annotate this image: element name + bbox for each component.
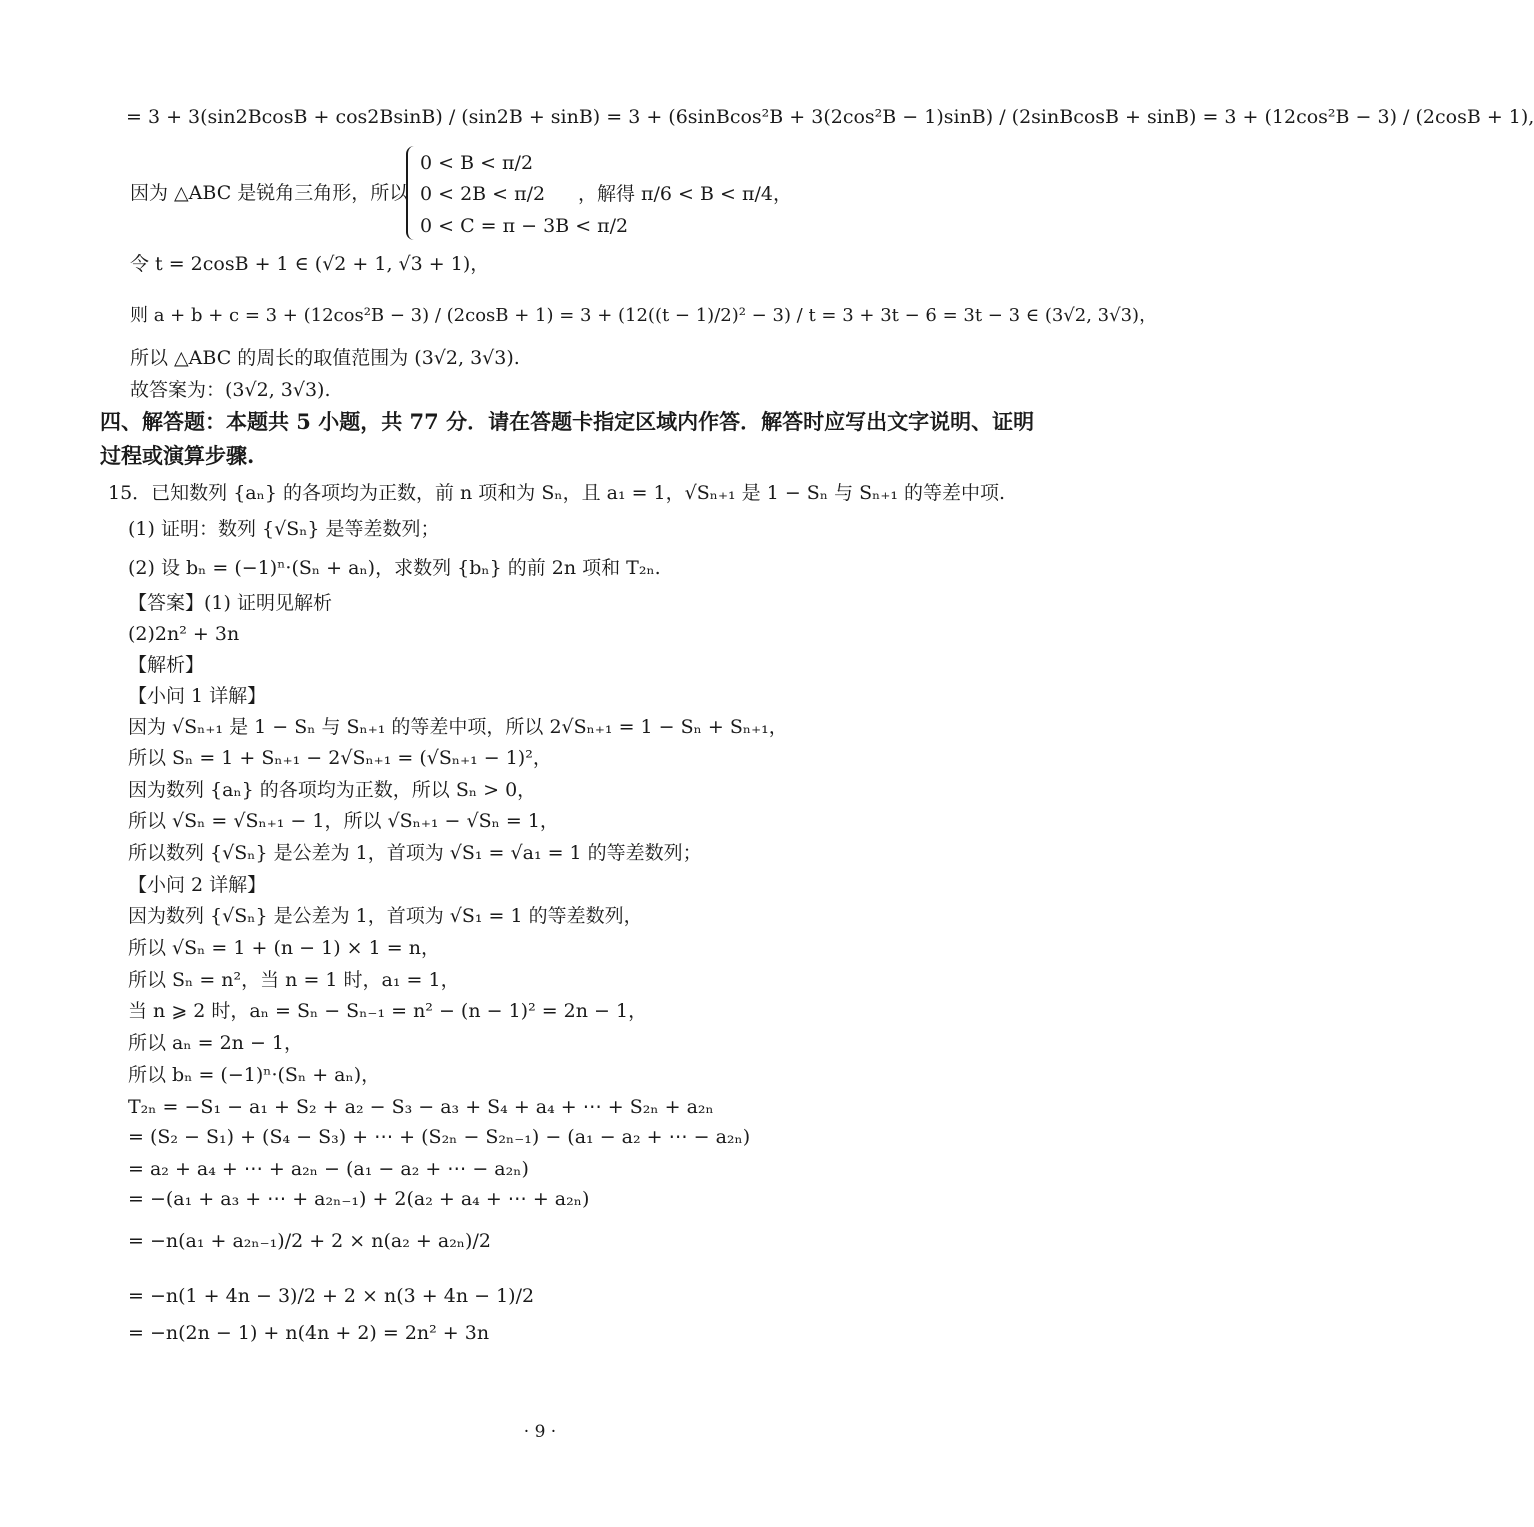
problem-statement: 15．已知数列 {aₙ} 的各项均为正数，前 n 项和为 Sₙ，且 a₁ = 1，√Sₙ₊₁ 是 1 − Sₙ 与 Sₙ₊₁ 的等差中项. [108, 482, 1006, 504]
solution-step: = −(a₁ + a₃ + ⋯ + a₂ₙ₋₁) + 2(a₂ + a₄ + ⋯ + a₂ₙ) [128, 1188, 590, 1210]
problem-part-1: (1) 证明：数列 {√Sₙ} 是等差数列； [128, 518, 440, 540]
solution-step: 当 n ⩾ 2 时，aₙ = Sₙ − Sₙ₋₁ = n² − (n − 1)² = 2n − 1， [128, 1000, 648, 1022]
solution-step: = (S₂ − S₁) + (S₄ − S₃) + ⋯ + (S₂ₙ − S₂ₙ₋₁) − (a₁ − a₂ + ⋯ − a₂ₙ) [128, 1126, 751, 1148]
solution-step: 因为数列 {aₙ} 的各项均为正数，所以 Sₙ > 0， [128, 779, 537, 801]
solution-step: = −n(a₁ + a₂ₙ₋₁)/2 + 2 × n(a₂ + a₂ₙ)/2 [128, 1230, 491, 1252]
solution-step: 所以 bₙ = (−1)ⁿ·(Sₙ + aₙ)， [128, 1064, 381, 1086]
answer-14: 故答案为：(3√2, 3√3). [130, 379, 331, 401]
solution-step: 所以 √Sₙ = √Sₙ₊₁ − 1，所以 √Sₙ₊₁ − √Sₙ = 1， [128, 810, 559, 832]
solution-step: = −n(1 + 4n − 3)/2 + 2 × n(3 + 4n − 1)/2 [128, 1285, 535, 1307]
answer-line: (2)2n² + 3n [128, 623, 240, 645]
section-heading: 四、解答题：本题共 5 小题，共 77 分．请在答题卡指定区域内作答．解答时应写出文字说明、证明 [100, 409, 1035, 434]
section-heading: 过程或演算步骤. [100, 443, 255, 468]
solution-step: 所以 Sₙ = n²，当 n = 1 时，a₁ = 1， [128, 969, 460, 991]
solution-step: T₂ₙ = −S₁ − a₁ + S₂ + a₂ − S₃ − a₃ + S₄ + a₄ + ⋯ + S₂ₙ + a₂ₙ [128, 1096, 714, 1118]
system-line: 0 < B < π/2 [420, 152, 534, 174]
subquestion-label: 【小问 1 详解】 [128, 685, 267, 707]
system-solution: ，解得 π/6 < B < π/4， [578, 183, 792, 205]
subquestion-label: 【小问 2 详解】 [128, 874, 267, 896]
system-line: 0 < 2B < π/2 [420, 183, 546, 205]
answer-line: 【答案】(1) 证明见解析 [128, 592, 332, 614]
analysis-label: 【解析】 [128, 654, 205, 676]
solution-step: 所以 aₙ = 2n − 1， [128, 1032, 303, 1054]
problem-part-2: (2) 设 bₙ = (−1)ⁿ·(Sₙ + aₙ)，求数列 {bₙ} 的前 2n 项和 T₂ₙ. [128, 557, 661, 579]
system-brace [406, 146, 418, 240]
let-t: 令 t = 2cosB + 1 ∈ (√2 + 1, √3 + 1)， [130, 253, 490, 275]
expr-sin-frac: = 3 + 3(sin2BcosB + cos2BsinB) / (sin2B + sinB) = 3 + (6sinBcos²B + 3(2cos²B − 1)sinB) / (2sinBcosB + sinB) = 3 + (12cos²B − 3) / (2cosB + 1), [126, 106, 1534, 128]
perimeter-range: 所以 △ABC 的周长的取值范围为 (3√2, 3√3). [130, 347, 520, 369]
solution-step: 所以 √Sₙ = 1 + (n − 1) × 1 = n， [128, 937, 440, 959]
system-line: 0 < C = π − 3B < π/2 [420, 215, 629, 237]
solution-step: = a₂ + a₄ + ⋯ + a₂ₙ − (a₁ − a₂ + ⋯ − a₂ₙ) [128, 1158, 529, 1180]
perimeter-expr: 则 a + b + c = 3 + (12cos²B − 3) / (2cosB + 1) = 3 + (12((t − 1)/2)² − 3) / t = 3 + 3t − 6 = 3t − 3 ∈ (3√2, 3√3)， [130, 305, 1158, 326]
acute-condition: 因为 △ABC 是锐角三角形，所以 [130, 182, 409, 204]
page-number: · 9 · [523, 1422, 557, 1442]
solution-step: 因为 √Sₙ₊₁ 是 1 − Sₙ 与 Sₙ₊₁ 的等差中项，所以 2√Sₙ₊₁ = 1 − Sₙ + Sₙ₊₁， [128, 716, 788, 738]
solution-step: 因为数列 {√Sₙ} 是公差为 1，首项为 √S₁ = 1 的等差数列， [128, 905, 643, 927]
solution-step: 所以 Sₙ = 1 + Sₙ₊₁ − 2√Sₙ₊₁ = (√Sₙ₊₁ − 1)²， [128, 747, 552, 769]
solution-step: = −n(2n − 1) + n(4n + 2) = 2n² + 3n [128, 1322, 490, 1344]
solution-step: 所以数列 {√Sₙ} 是公差为 1，首项为 √S₁ = √a₁ = 1 的等差数列； [128, 842, 702, 864]
